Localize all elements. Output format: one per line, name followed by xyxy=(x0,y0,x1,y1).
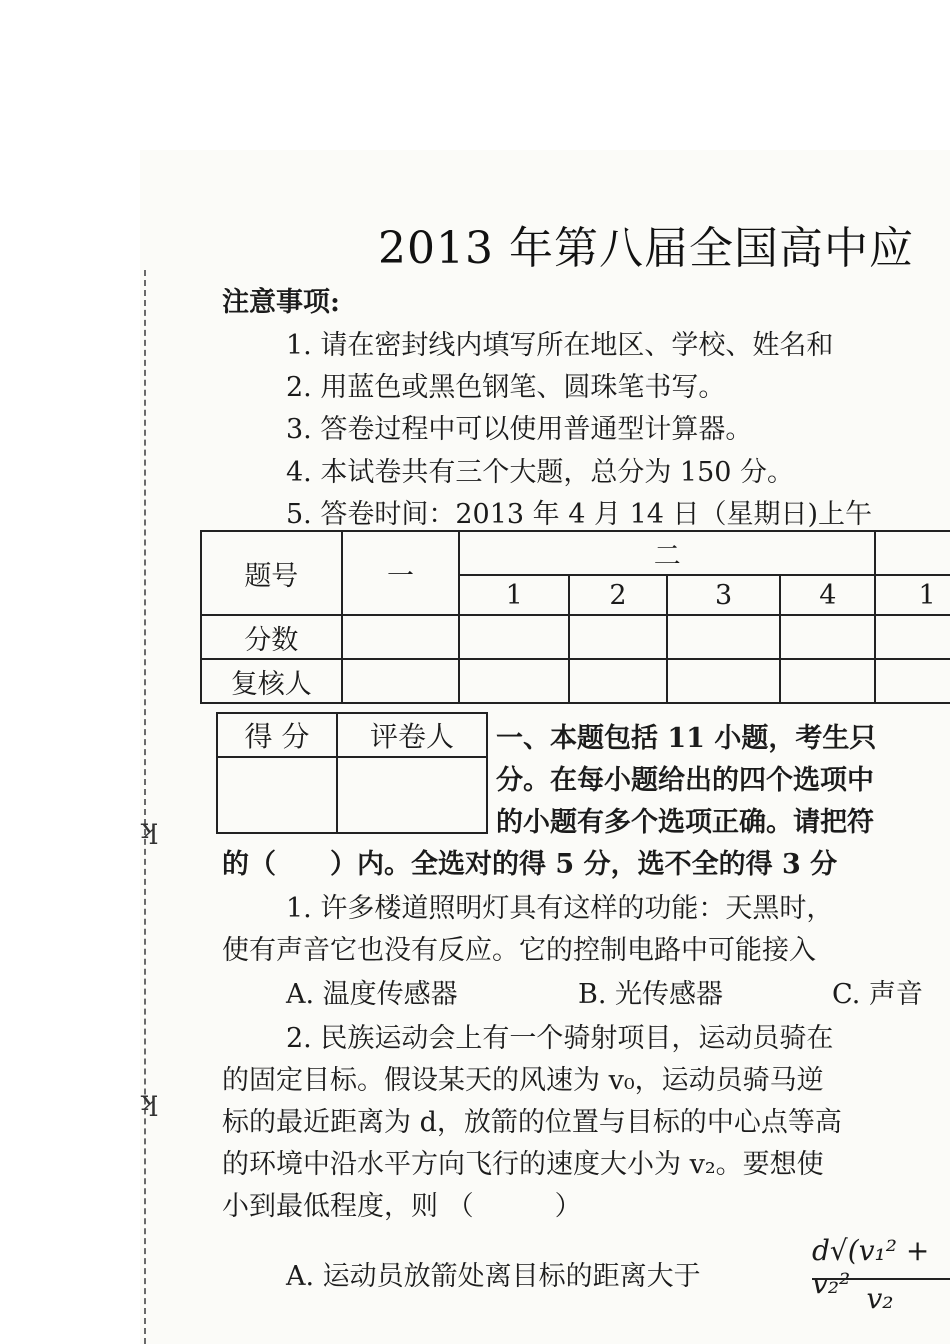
row-label-score: 分数 xyxy=(201,615,342,659)
section-two-header: 二 xyxy=(459,531,875,575)
sub-question-number: 2 xyxy=(569,575,667,615)
q2-option-a: A. 运动员放箭处离目标的距离大于 xyxy=(286,1261,701,1292)
formula-numerator: d√(v₁² + v₂² xyxy=(812,1234,930,1300)
note-item: 2. 用蓝色或黑色钢笔、圆珠笔书写。 xyxy=(286,372,726,403)
score-cell[interactable] xyxy=(569,615,667,659)
sub-question-number: 4 xyxy=(780,575,875,615)
reviewer-cell[interactable] xyxy=(342,659,460,703)
row-label-question-number: 题号 xyxy=(201,531,342,615)
grader-box xyxy=(216,712,488,834)
q2-line: 标的最近距离为 d，放箭的位置与目标的中心点等高 xyxy=(222,1107,842,1138)
sub-question-number: 3 xyxy=(667,575,781,615)
score-table xyxy=(200,530,950,704)
grader-score-cell[interactable] xyxy=(217,757,337,833)
q1-option-c: C. 声音 xyxy=(832,979,923,1010)
score-cell[interactable] xyxy=(459,615,569,659)
margin-mark: ʞ xyxy=(140,812,157,845)
fraction-bar xyxy=(812,1278,950,1280)
score-cell[interactable] xyxy=(667,615,781,659)
reviewer-cell[interactable] xyxy=(780,659,875,703)
sub-question-number: 1 xyxy=(459,575,569,615)
q2-line: 2. 民族运动会上有一个骑射项目，运动员骑在 xyxy=(286,1023,834,1054)
q1-line: 1. 许多楼道照明灯具有这样的功能：天黑时， xyxy=(286,893,834,924)
exam-title: 2013 年第八届全国高中应 xyxy=(378,223,914,274)
section1-intro-line: 的小题有多个选项正确。请把符 xyxy=(496,807,874,838)
grader-name-label: 评卷人 xyxy=(337,713,487,757)
q1-option-b: B. 光传感器 xyxy=(578,979,724,1010)
q2-line: 的环境中沿水平方向飞行的速度大小为 v₂。要想使 xyxy=(222,1149,824,1180)
score-cell[interactable] xyxy=(875,615,950,659)
notes-heading: 注意事项: xyxy=(222,287,340,318)
q1-option-a: A. 温度传感器 xyxy=(286,979,458,1010)
section1-intro-line: 一、本题包括 11 小题，考生只 xyxy=(496,723,877,754)
score-cell[interactable] xyxy=(342,615,460,659)
margin-mark: ʞ xyxy=(140,1084,157,1117)
grader-name-cell[interactable] xyxy=(337,757,487,833)
reviewer-cell[interactable] xyxy=(667,659,781,703)
reviewer-cell[interactable] xyxy=(875,659,950,703)
section-one-header: 一 xyxy=(342,531,460,615)
section1-intro-line: 分。在每小题给出的四个选项中 xyxy=(496,765,874,796)
note-item: 5. 答卷时间：2013 年 4 月 14 日（星期日)上午 xyxy=(286,499,873,530)
row-label-reviewer: 复核人 xyxy=(201,659,342,703)
seal-cut-line xyxy=(144,270,146,1344)
reviewer-cell[interactable] xyxy=(459,659,569,703)
q2-line: 小到最低程度，则 （ ） xyxy=(222,1191,582,1222)
q2-line: 的固定目标。假设某天的风速为 v₀，运动员骑马逆 xyxy=(222,1065,824,1096)
formula-denominator: v₂ xyxy=(866,1282,894,1315)
note-item: 1. 请在密封线内填写所在地区、学校、姓名和 xyxy=(286,330,834,361)
reviewer-cell[interactable] xyxy=(569,659,667,703)
section1-intro-line: 的（ ）内。全选对的得 5 分，选不全的得 3 分 xyxy=(222,849,838,880)
note-item: 4. 本试卷共有三个大题，总分为 150 分。 xyxy=(286,457,795,488)
q1-line: 使有声音它也没有反应。它的控制电路中可能接入 xyxy=(222,935,816,966)
sub-question-number: 1 xyxy=(875,575,950,615)
grader-score-label: 得 分 xyxy=(217,713,337,757)
section-three-header xyxy=(875,531,950,575)
score-cell[interactable] xyxy=(780,615,875,659)
note-item: 3. 答卷过程中可以使用普通型计算器。 xyxy=(286,414,753,445)
